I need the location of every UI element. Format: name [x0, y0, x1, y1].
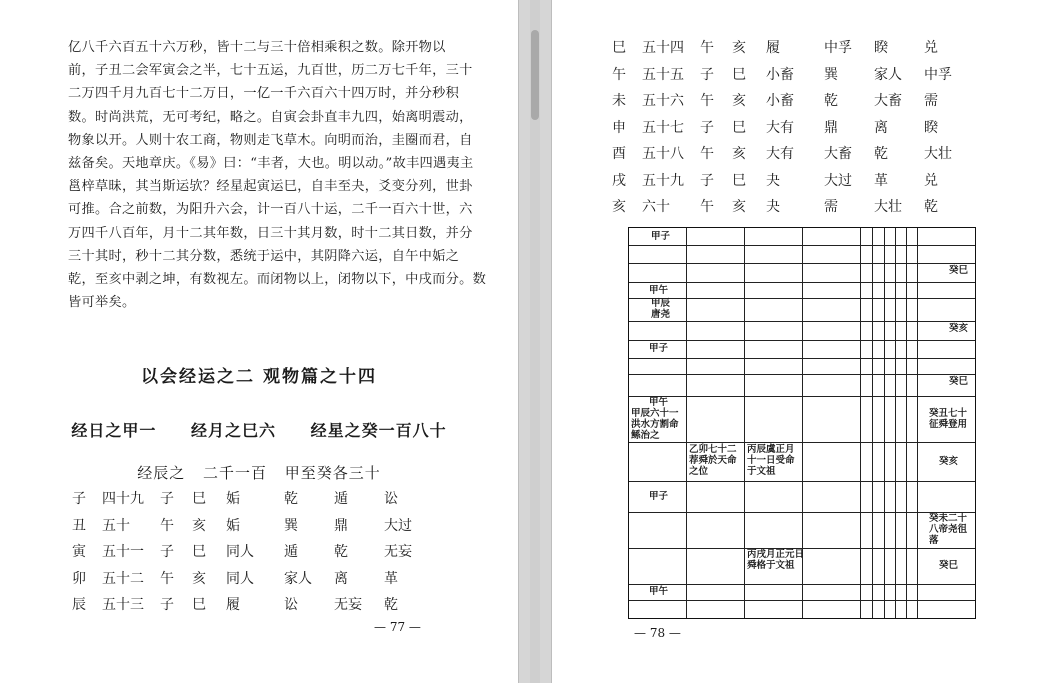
hexagram-row: [72, 565, 424, 592]
hexagram-cell: 革: [874, 172, 888, 189]
hexagram-row: [612, 61, 964, 88]
grid-line: [629, 442, 975, 443]
hexagram-cell: 大壮: [924, 146, 952, 163]
hexagram-cell: 五十三: [102, 597, 144, 614]
hexagram-row: [72, 512, 424, 539]
hexagram-cell: 五十八: [642, 146, 684, 163]
chart-cell-jia-wu: 甲午: [649, 397, 669, 408]
chart-cell-gui-wei: 癸未二十八帝尧徂落: [929, 513, 968, 546]
hexagram-table: [612, 34, 964, 220]
hexagram-cell: 丑: [72, 517, 86, 534]
hexagram-table: [72, 485, 424, 618]
hexagram-cell: 戌: [612, 172, 626, 189]
grid-line: [629, 600, 975, 601]
hexagram-cell: 巳: [192, 491, 206, 508]
hexagram-cell: 中孚: [924, 66, 952, 83]
hexagram-cell: 乾: [384, 597, 398, 614]
hexagram-cell: 无妄: [384, 544, 412, 561]
paragraph-line: 物象以开。人则十农工商，物则走飞草木。向明而治，圭圈而君，自: [68, 132, 473, 148]
hexagram-cell: 亥: [732, 40, 746, 57]
hexagram-cell: 酉: [612, 146, 626, 163]
hexagram-cell: 需: [824, 199, 838, 216]
hexagram-cell: 小畜: [766, 93, 794, 110]
hexagram-cell: 五十: [102, 517, 130, 534]
hexagram-cell: 寅: [72, 544, 86, 561]
hexagram-row: [612, 34, 964, 61]
page-number: — 77 —: [374, 620, 421, 634]
grid-line: [629, 282, 975, 283]
chart-cell-jia-wu: 甲午: [649, 586, 669, 597]
hexagram-cell: 卯: [72, 570, 86, 587]
scrollbar-thumb[interactable]: [531, 30, 539, 120]
chart-cell-gui-hai: 癸亥: [949, 323, 969, 334]
paragraph-line: 二万四千月九百七十二万日，一亿一千六百六十四万时，并分秒积: [68, 86, 460, 102]
jingchen-item: 甲至癸各三十: [284, 464, 381, 482]
hexagram-cell: 未: [612, 93, 626, 110]
jingchen-heading: [0, 462, 518, 483]
hexagram-cell: 履: [766, 40, 780, 57]
hexagram-cell: 家人: [284, 570, 312, 587]
hexagram-cell: 五十六: [642, 93, 684, 110]
paragraph-line: 乾，至亥中剥之坤，有数视左。而闭物以上，闭物以下，中戌而分。数: [68, 272, 487, 288]
hexagram-cell: 鼎: [334, 517, 348, 534]
sub-heading-item: 经星之癸一百八十: [310, 421, 447, 440]
hexagram-cell: 子: [700, 172, 714, 189]
hexagram-cell: 无妄: [334, 597, 362, 614]
chart-cell-gui-si: 癸巳: [949, 376, 969, 387]
hexagram-cell: 乾: [284, 491, 298, 508]
paragraph-line: 皆可举矣。: [68, 295, 136, 311]
hexagram-cell: 亥: [732, 93, 746, 110]
hexagram-cell: 五十七: [642, 119, 684, 136]
jingchen-item: 二千一百: [202, 464, 267, 482]
hexagram-cell: 睽: [874, 40, 888, 57]
hexagram-cell: 中孚: [824, 40, 852, 57]
chart-cell-gui-chou: 癸丑七十征舜登用: [929, 408, 968, 430]
hexagram-cell: 子: [160, 544, 174, 561]
hexagram-cell: 午: [700, 40, 714, 57]
grid-line: [629, 340, 975, 341]
hexagram-cell: 履: [226, 597, 240, 614]
hexagram-cell: 五十九: [642, 172, 684, 189]
grid-line: [629, 298, 975, 299]
hexagram-cell: 午: [700, 199, 714, 216]
hexagram-cell: 兑: [924, 172, 938, 189]
hexagram-cell: 午: [160, 517, 174, 534]
chart-cell-bing-xu: 丙戌月正元日舜格于文祖: [747, 549, 805, 571]
hexagram-cell: 大有: [766, 146, 794, 163]
hexagram-cell: 讼: [384, 491, 398, 508]
hexagram-cell: 遁: [284, 544, 298, 561]
hexagram-cell: 离: [334, 570, 348, 587]
hexagram-row: [612, 87, 964, 114]
hexagram-cell: 巳: [612, 40, 626, 57]
section-title: 以会经运之二 观物篇之十四: [141, 367, 377, 387]
hexagram-cell: 夬: [766, 199, 780, 216]
paragraph-line: 数。时尚洪荒，无可考纪，略之。自寅会卦直丰九四，始离明震动，: [68, 109, 473, 125]
left-page: [0, 0, 518, 683]
grid-line: [884, 228, 885, 618]
grid-line: [629, 512, 975, 513]
hexagram-cell: 乾: [824, 93, 838, 110]
grid-line: [629, 374, 975, 375]
hexagram-cell: 午: [160, 570, 174, 587]
hexagram-cell: 六十: [642, 199, 670, 216]
grid-line: [906, 228, 907, 618]
hexagram-cell: 巳: [192, 597, 206, 614]
grid-line: [895, 228, 896, 618]
chart-cell-jia-zi: 甲子: [649, 491, 669, 502]
hexagram-cell: 大过: [384, 517, 412, 534]
hexagram-cell: 同人: [226, 544, 254, 561]
chart-cell-jia-zi: 甲子: [651, 231, 671, 242]
paragraph-line: 前，子丑二会军寅会之半，七十五运，九百世，历二万七千年，三十: [68, 63, 473, 79]
chart-cell-bing-chen: 丙辰虞正月十一日受命于文祖: [747, 444, 795, 477]
grid-line: [744, 228, 745, 618]
hexagram-row: [612, 114, 964, 141]
hexagram-cell: 子: [72, 491, 86, 508]
hexagram-cell: 巽: [284, 517, 298, 534]
chart-cell-yi-mao: 乙卯七十二荐舜於天命之位: [689, 444, 737, 477]
grid-line: [860, 228, 861, 618]
hexagram-cell: 亥: [732, 146, 746, 163]
hexagram-row: [72, 538, 424, 565]
hexagram-row: [72, 591, 424, 618]
hexagram-cell: 鼎: [824, 119, 838, 136]
grid-line: [629, 321, 975, 322]
hexagram-cell: 亥: [612, 199, 626, 216]
hexagram-cell: 辰: [72, 597, 86, 614]
paragraph-line: 三十其时，秒十二其分数，悉统于运中，其阴降六运，自午中姤之: [68, 248, 460, 264]
hexagram-cell: 乾: [924, 199, 938, 216]
hexagram-cell: 乾: [874, 146, 888, 163]
hexagram-row: [72, 485, 424, 512]
hexagram-cell: 五十一: [102, 544, 144, 561]
hexagram-row: [612, 167, 964, 194]
grid-line: [629, 584, 975, 585]
hexagram-cell: 兑: [924, 40, 938, 57]
hexagram-cell: 大壮: [874, 199, 902, 216]
hexagram-cell: 午: [700, 93, 714, 110]
hexagram-cell: 革: [384, 570, 398, 587]
hexagram-cell: 姤: [226, 491, 240, 508]
body-paragraph: [68, 36, 487, 314]
hexagram-row: [612, 193, 964, 220]
hexagram-cell: 大过: [824, 172, 852, 189]
grid-line: [872, 228, 873, 618]
chart-cell-gui-si: 癸巳: [949, 265, 969, 276]
hexagram-cell: 巳: [732, 119, 746, 136]
sub-heading: [0, 418, 518, 441]
hexagram-cell: 家人: [874, 66, 902, 83]
chart-cell-gui-hai: 癸亥: [939, 456, 959, 467]
hexagram-cell: 大畜: [874, 93, 902, 110]
chart-cell-gui-si: 癸巳: [939, 560, 959, 571]
hexagram-cell: 亥: [732, 199, 746, 216]
hexagram-cell: 四十九: [102, 491, 144, 508]
hexagram-cell: 子: [160, 491, 174, 508]
grid-line: [629, 481, 975, 482]
chart-cell-jia-wu: 甲午: [649, 285, 669, 296]
hexagram-cell: 夬: [766, 172, 780, 189]
jingchen-item: 经辰之: [137, 464, 186, 482]
paragraph-line: 可推。合之前数，为阳升六会，计一百八十运，二千一百六十世，六: [68, 202, 473, 218]
grid-line: [629, 245, 975, 246]
page-number: — 78 —: [634, 626, 681, 640]
hexagram-cell: 乾: [334, 544, 348, 561]
hexagram-cell: 子: [700, 119, 714, 136]
chart-cell-tang-yao: 甲辰唐尧: [651, 298, 671, 320]
hexagram-cell: 大畜: [824, 146, 852, 163]
hexagram-cell: 申: [612, 119, 626, 136]
grid-line: [917, 228, 918, 618]
paragraph-line: 万四千八百年，月十二其年数，日三十其月数，时十二其日数，并分: [68, 225, 473, 241]
hexagram-cell: 巽: [824, 66, 838, 83]
hexagram-cell: 同人: [226, 570, 254, 587]
hexagram-cell: 需: [924, 93, 938, 110]
hexagram-cell: 五十四: [642, 40, 684, 57]
paragraph-line: 亿八千六百五十六万秒，皆十二与三十倍相乘积之数。除开物以: [68, 40, 446, 55]
grid-line: [629, 263, 975, 264]
grid-line: [686, 228, 687, 618]
grid-line: [629, 396, 975, 397]
hexagram-cell: 睽: [924, 119, 938, 136]
hexagram-cell: 巳: [192, 544, 206, 561]
chart-cell-flood: 甲辰六十一洪水方割命鲧治之: [631, 408, 679, 441]
hexagram-cell: 姤: [226, 517, 240, 534]
chronology-grid: [628, 227, 976, 619]
hexagram-cell: 子: [160, 597, 174, 614]
hexagram-cell: 午: [700, 146, 714, 163]
hexagram-cell: 五十五: [642, 66, 684, 83]
hexagram-cell: 亥: [192, 570, 206, 587]
hexagram-cell: 离: [874, 119, 888, 136]
hexagram-cell: 大有: [766, 119, 794, 136]
hexagram-cell: 巳: [732, 172, 746, 189]
grid-line: [629, 358, 975, 359]
sub-heading-item: 经日之甲一: [71, 421, 157, 440]
hexagram-cell: 午: [612, 66, 626, 83]
hexagram-cell: 遁: [334, 491, 348, 508]
vertical-scrollbar[interactable]: [530, 0, 540, 683]
hexagram-cell: 小畜: [766, 66, 794, 83]
chart-cell-jia-zi: 甲子: [649, 343, 669, 354]
hexagram-cell: 五十二: [102, 570, 144, 587]
hexagram-cell: 巳: [732, 66, 746, 83]
hexagram-cell: 讼: [284, 597, 298, 614]
hexagram-row: [612, 140, 964, 167]
hexagram-cell: 亥: [192, 517, 206, 534]
hexagram-cell: 子: [700, 66, 714, 83]
paragraph-line: 邕梓草昧，其当斯运欤？经星起寅运巳，自丰至夬，爻变分列，世卦: [68, 179, 473, 195]
paragraph-line: 兹备矣。天地章庆。《易》曰：“丰者，大也。明以动。”故丰四遇夷主: [68, 156, 474, 172]
sub-heading-item: 经月之巳六: [190, 421, 276, 440]
